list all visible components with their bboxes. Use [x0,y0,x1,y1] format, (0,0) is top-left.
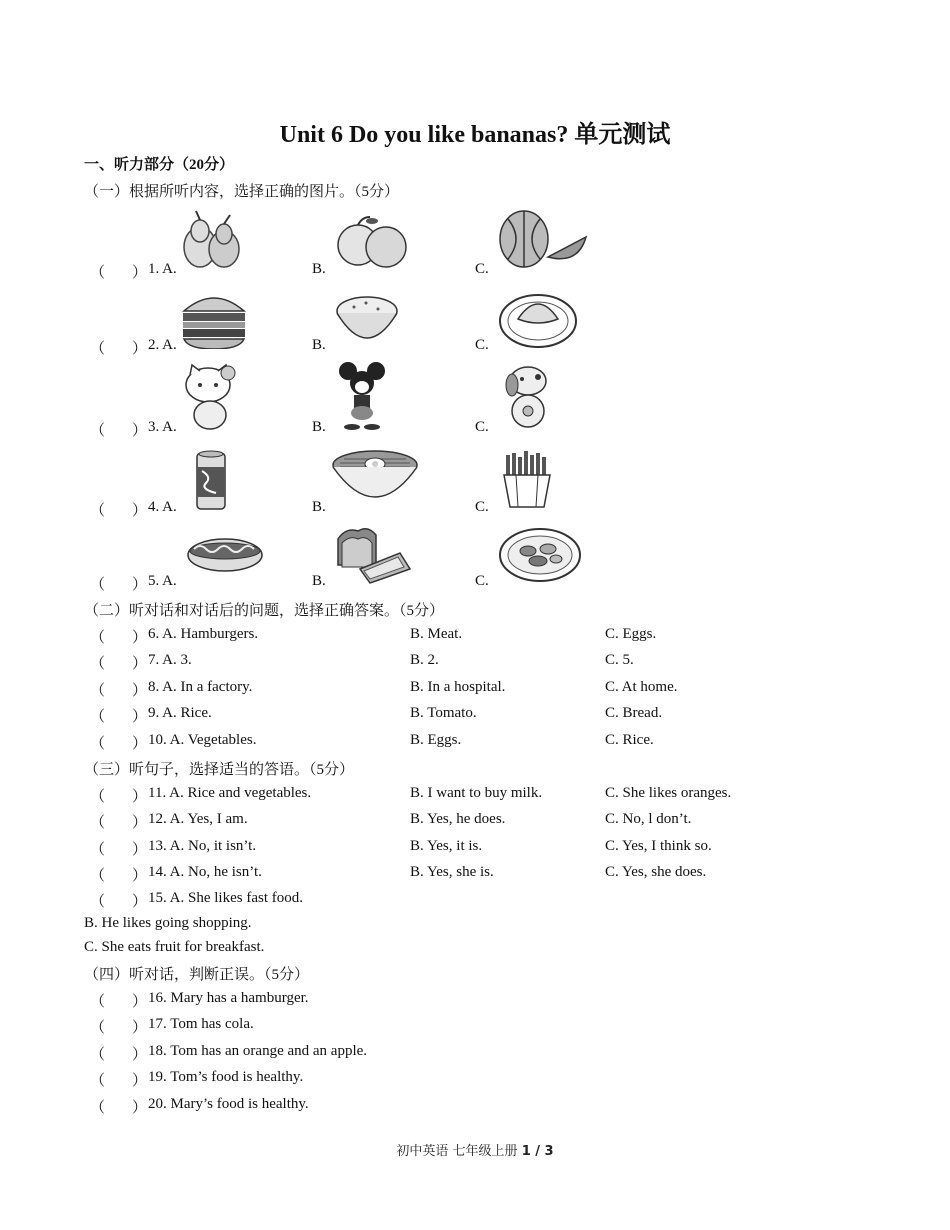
option-b: B. 2. [410,652,439,668]
answer-paren-close: ） [132,423,148,439]
hotdog-icon [186,531,264,575]
statement: 19. Tom’s food is healthy. [148,1069,304,1085]
option-b: B. Yes, it is. [410,838,483,854]
answer-paren-close: ） [132,842,148,858]
answer-paren-open: （ [90,736,106,752]
option-a: 6. A. Hamburgers. [148,626,259,642]
question-number: 1. A. [148,261,177,277]
option-a: 12. A. Yes, I am. [148,811,248,827]
question-number: 4. A. [148,499,177,515]
option-a: 8. A. In a factory. [148,679,253,695]
option-c: C. Yes, she does. [605,864,707,880]
answer-paren-open: （ [90,1020,106,1036]
question-number: 2. A. [148,337,177,353]
answer-paren-open: （ [90,994,106,1010]
answer-paren-close: ） [132,577,148,593]
option-c: C. She likes oranges. [605,785,732,801]
option-b-label: B. [312,419,326,435]
option-b: B. Tomato. [410,705,477,721]
kitty-icon [182,363,240,431]
question-row [84,1096,884,1118]
question-row [84,1016,884,1038]
statement: 18. Tom has an orange and an apple. [148,1043,368,1059]
option-b-label: B. [312,337,326,353]
answer-paren-open: （ [90,1073,106,1089]
question-row [84,838,884,860]
option-b-label: B. [312,573,326,589]
answer-paren-close: ） [132,789,148,805]
answer-paren-close: ） [132,1100,148,1116]
option-c: C. She eats fruit for breakfast. [84,939,265,955]
answer-paren-open: （ [90,503,106,519]
option-a: 13. A. No, it isn’t. [148,838,257,854]
answer-paren-close: ） [132,683,148,699]
answer-paren-close: ） [132,503,148,519]
salad-plate-icon [498,525,582,583]
option-b: B. I want to buy milk. [410,785,543,801]
option-b: B. Meat. [410,626,463,642]
answer-paren-open: （ [90,894,106,910]
answer-paren-close: ） [132,265,148,281]
section1-heading: （一）根据所听内容，选择正确的图片。（5分） [84,184,400,200]
option-c: C. Yes, I think so. [605,838,712,854]
picture-question-row [84,519,884,595]
statement: 16. Mary has a hamburger. [148,990,309,1006]
question-row [84,652,884,674]
answer-paren-close: ） [132,868,148,884]
answer-paren-open: （ [90,265,106,281]
answer-paren-open: （ [90,341,106,357]
question-row [84,864,884,886]
part1-heading: 一、听力部分（20分） [84,157,235,173]
option-a: 7. A. 3. [148,652,192,668]
answer-paren-close: ） [132,1047,148,1063]
watermelon-icon [498,207,590,269]
option-b: B. Yes, she is. [410,864,494,880]
question-row [84,890,884,912]
option-b: B. He likes going shopping. [84,915,252,931]
option-b: B. Eggs. [410,732,462,748]
picture-question-row [84,285,884,359]
option-b: B. In a hospital. [410,679,506,695]
option-a: 11. A. Rice and vegetables. [148,785,312,801]
question-row [84,1069,884,1091]
answer-paren-close: ） [132,341,148,357]
mickey-icon [332,361,392,431]
picture-question-row [84,359,884,439]
fries-icon [500,451,554,509]
section2-heading: （二）听对话和对话后的问题，选择正确答案。（5分） [84,603,445,619]
dog-icon [498,363,558,431]
apples-icon [330,213,414,269]
question-row [84,679,884,701]
answer-paren-close: ） [132,894,148,910]
option-c-label: C. [475,337,489,353]
option-c: C. 5. [605,652,634,668]
picture-question-row [84,439,884,519]
answer-paren-open: （ [90,683,106,699]
answer-paren-open: （ [90,1047,106,1063]
option-c: C. No, l don’t. [605,811,692,827]
option-c: C. Bread. [605,705,663,721]
answer-paren-open: （ [90,656,106,672]
section4-heading: （四）听对话，判断正误。（5分） [84,967,310,983]
option-c-label: C. [475,419,489,435]
hamburger-icon [180,289,248,349]
option-b-label: B. [312,261,326,277]
question-number: 5. A. [148,573,177,589]
option-c: C. Rice. [605,732,654,748]
question-row [84,732,884,754]
noodle-bowl-icon [330,447,420,509]
option-c: C. At home. [605,679,678,695]
answer-paren-open: （ [90,423,106,439]
plate-food-icon [498,289,578,349]
option-c-label: C. [475,499,489,515]
footer-text: 初中英语 七年级上册 [396,1144,522,1159]
question-row [84,705,884,727]
option-c-label: C. [475,573,489,589]
bread-icon [334,525,412,585]
option-a: 14. A. No, he isn’t. [148,864,262,880]
section3-heading: （三）听句子，选择适当的答语。（5分） [84,762,355,778]
answer-paren-open: （ [90,577,106,593]
answer-paren-close: ） [132,994,148,1010]
answer-paren-close: ） [132,1073,148,1089]
question-row [84,990,884,1012]
cola-can-icon [194,449,228,513]
page-title: Unit 6 Do you like bananas? 单元测试 [279,122,671,148]
option-b-label: B. [312,499,326,515]
rice-bowl-icon [334,289,400,349]
question-row [84,1043,884,1065]
answer-paren-open: （ [90,868,106,884]
pears-icon [180,207,244,269]
statement: 20. Mary’s food is healthy. [148,1096,309,1112]
answer-paren-close: ） [132,736,148,752]
question-row [84,811,884,833]
answer-paren-open: （ [90,630,106,646]
option-c-label: C. [475,261,489,277]
question-row [84,626,884,648]
answer-paren-close: ） [132,656,148,672]
statement: 17. Tom has cola. [148,1016,254,1032]
option-a: 10. A. Vegetables. [148,732,257,748]
question-row [84,785,884,807]
picture-question-row [84,205,884,285]
answer-paren-open: （ [90,1100,106,1116]
option-c: C. Eggs. [605,626,657,642]
question-number: 3. A. [148,419,177,435]
answer-paren-open: （ [90,789,106,805]
answer-paren-close: ） [132,630,148,646]
answer-paren-close: ） [132,1020,148,1036]
answer-paren-open: （ [90,815,106,831]
option-a: 15. A. She likes fast food. [148,890,303,906]
answer-paren-open: （ [90,842,106,858]
page-number: 1 / 3 [521,1144,554,1159]
option-b: B. Yes, he does. [410,811,506,827]
answer-paren-close: ） [132,815,148,831]
page-footer [0,1140,950,1159]
answer-paren-close: ） [132,709,148,725]
option-a: 9. A. Rice. [148,705,212,721]
answer-paren-open: （ [90,709,106,725]
